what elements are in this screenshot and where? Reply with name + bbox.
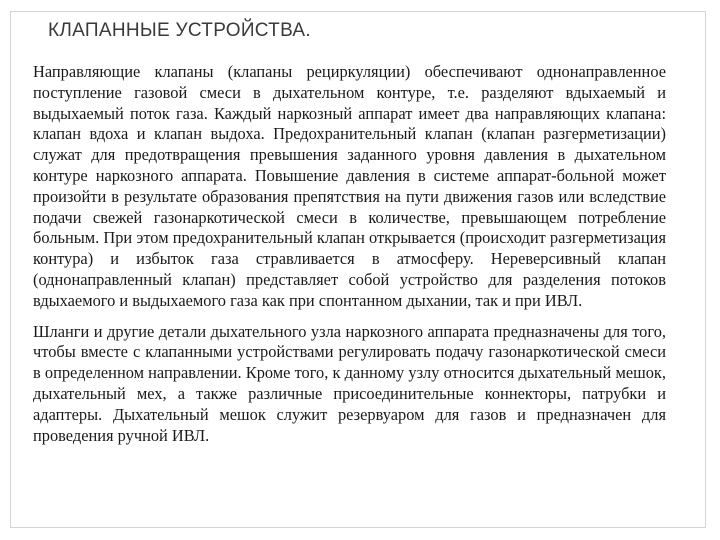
- paragraph-valves: Направляющие клапаны (клапаны рециркуляции) обеспечивают однонаправленное поступление газовой смеси в дыхательном контуре, т.е. разделяют вдыхаемый и выдыхаемый поток газа. Каждый наркозный аппарат имеет два направляющих клапана: клапан вдоха и клапан выдоха. Предохранительный клапан (клапан разгерметизации) служат для предотвращения превышения заданного уровня давления в дыхательном контуре наркозного аппарата. Повышение давления в системе аппарат-больной может произойти в результате образования препятствия на пути движения газов или вследствие подачи свежей газонаркотической смеси в количестве, превышающем потребление больным. При этом предохранительный клапан открывается (происходит разгерметизация контура) и избыток газа стравливается в атмосферу. Нереверсивный клапан (однонаправленный клапан) представляет собой устройство для разделения потоков вдыхаемого и выдыхаемого газа как при спонтанном дыхании, так и при ИВЛ.: [33, 62, 666, 310]
- slide-body: [33, 62, 666, 446]
- paragraph-hoses: Шланги и другие детали дыхательного узла наркозного аппарата предназначены для того, чтобы вместе с клапанными устройствами регулировать подачу газонаркотической смеси в определенном направлении. Кроме того, к данному узлу относится дыхательный мешок, дыхательный мех, а также различные присоединительные коннекторы, патрубки и адаптеры. Дыхательный мешок служит резервуаром для газов и предназначен для проведения ручной ИВЛ.: [33, 321, 666, 445]
- slide-title: КЛАПАННЫЕ УСТРОЙСТВА.: [48, 20, 311, 41]
